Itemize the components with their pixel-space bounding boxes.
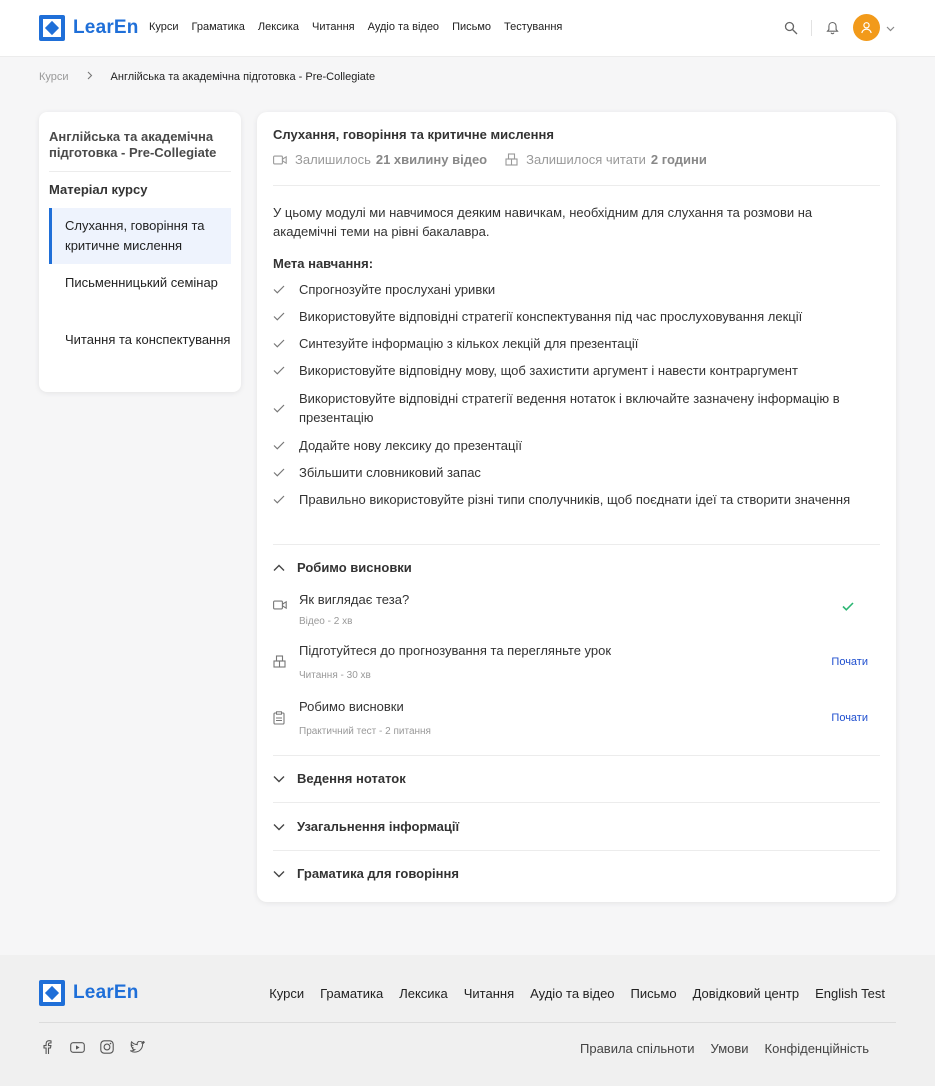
- nav-item-grammar[interactable]: Граматика: [191, 21, 245, 33]
- goal-item: [273, 436, 873, 455]
- logo-mark-icon: [39, 15, 65, 41]
- goal-item: [273, 463, 873, 482]
- footer-link-writing[interactable]: Письмо: [630, 986, 677, 1001]
- goal-item: [273, 361, 873, 380]
- video-icon: [273, 597, 287, 615]
- chevron-up-icon: [273, 564, 297, 572]
- goal-text: Правильно використовуйте різні типи сполучників, щоб поєднати ідеї та створити значення: [299, 492, 851, 507]
- footer-link-privacy[interactable]: Конфіденційність: [764, 1041, 869, 1056]
- search-icon[interactable]: [782, 19, 800, 37]
- goals-heading: Мета навчання:: [273, 256, 374, 271]
- section-title: Ведення нотаток: [297, 771, 406, 786]
- video-icon: [273, 155, 287, 165]
- module-description: У цьому модулі ми навчимося деяким навичкам, необхідним для слухання та розмови на академічні теми на рівні бакалавра.: [273, 205, 813, 239]
- check-icon: [273, 285, 299, 294]
- lesson-subtitle: Практичний тест - 2 питання: [299, 726, 431, 737]
- divider: [273, 755, 880, 756]
- footer: [0, 955, 935, 1086]
- youtube-icon[interactable]: [69, 1039, 85, 1055]
- sidebar-item-writing-seminar[interactable]: Письменницький семінар: [65, 275, 218, 290]
- footer-link-terms[interactable]: Умови: [710, 1041, 749, 1056]
- reading-icon: [505, 153, 518, 166]
- footer-link-grammar[interactable]: Граматика: [320, 986, 384, 1001]
- section-header-note-taking[interactable]: [273, 771, 406, 786]
- sidebar-heading: Матеріал курсу: [49, 182, 148, 197]
- footer-link-courses[interactable]: Курси: [269, 986, 305, 1001]
- divider: [273, 544, 880, 545]
- goal-text: Використовуйте відповідні стратегії ведення нотаток і включайте зазначену інформацію в презентацію: [299, 391, 840, 425]
- goal-item: [273, 334, 873, 353]
- check-icon: [273, 468, 299, 477]
- footer-link-english-test[interactable]: English Test: [815, 986, 885, 1001]
- logo-text: LearEn: [73, 17, 139, 38]
- top-header: [0, 0, 935, 57]
- check-icon: [273, 441, 299, 450]
- footer-link-reading[interactable]: Читання: [463, 986, 515, 1001]
- check-icon: [273, 495, 299, 504]
- goal-text: Синтезуйте інформацію з кількох лекцій для презентації: [299, 336, 639, 351]
- footer-link-help-center[interactable]: Довідковий центр: [692, 986, 800, 1001]
- breadcrumb-courses[interactable]: Курси: [39, 71, 69, 83]
- header-divider: [811, 20, 812, 36]
- reading-icon: [273, 655, 286, 673]
- section-header-grammar-speaking[interactable]: [273, 866, 459, 881]
- section-title: Робимо висновки: [297, 560, 412, 575]
- video-remaining-value: 21 хвилину відео: [375, 152, 488, 167]
- chevron-down-icon: [273, 823, 297, 831]
- reading-remaining-value: 2 години: [650, 152, 707, 167]
- nav-item-vocabulary[interactable]: Лексика: [257, 21, 300, 33]
- goal-item: [273, 307, 873, 326]
- start-button[interactable]: Почати: [831, 712, 868, 724]
- facebook-icon[interactable]: [39, 1039, 55, 1055]
- goal-item: [273, 490, 873, 509]
- divider: [273, 802, 880, 803]
- chevron-down-icon: [273, 870, 297, 878]
- lesson-subtitle: Відео - 2 хв: [299, 616, 353, 627]
- module-title: Слухання, говоріння та критичне мислення: [273, 127, 554, 142]
- sidebar-item-listening[interactable]: Слухання, говоріння та критичне мислення: [49, 208, 231, 264]
- sidebar-course-title: Англійська та академічна підготовка - Pre-Collegiate: [49, 129, 217, 160]
- lesson-row[interactable]: [273, 592, 880, 632]
- footer-logo[interactable]: [39, 980, 139, 1006]
- goal-text: Використовуйте відповідні стратегії конспектування під час прослуховування лекції: [299, 309, 803, 324]
- start-button[interactable]: Почати: [831, 656, 868, 668]
- lesson-title: Підготуйтеся до прогнозування та перегляньте урок: [299, 643, 612, 658]
- lesson-row[interactable]: [273, 699, 880, 743]
- goal-text: Збільшити словниковий запас: [299, 465, 481, 480]
- instagram-icon[interactable]: [99, 1039, 115, 1055]
- twitter-icon[interactable]: [129, 1039, 145, 1055]
- nav-item-writing[interactable]: Письмо: [452, 21, 492, 33]
- footer-nav: [253, 986, 885, 1001]
- sidebar-item-reading-notes[interactable]: Читання та конспектування: [65, 332, 231, 347]
- logo-mark-icon: [39, 980, 65, 1006]
- chevron-down-icon[interactable]: [886, 19, 895, 37]
- logo[interactable]: [39, 15, 139, 41]
- lesson-subtitle: Читання - 30 хв: [299, 670, 371, 681]
- divider: [273, 185, 880, 186]
- nav-item-audio-video[interactable]: Аудіо та відео: [367, 21, 440, 33]
- section-header-summarizing[interactable]: [273, 819, 459, 834]
- nav-item-reading[interactable]: Читання: [312, 21, 355, 33]
- module-card: [257, 112, 896, 902]
- footer-divider: [39, 1022, 896, 1023]
- lesson-row[interactable]: [273, 643, 880, 687]
- breadcrumb: [39, 71, 375, 83]
- section-header-conclusions[interactable]: [273, 560, 412, 575]
- module-meta: [273, 152, 707, 167]
- lesson-title: Як виглядає теза?: [299, 592, 410, 607]
- section-title: Граматика для говоріння: [297, 866, 459, 881]
- video-remaining-label: Залишилось: [295, 152, 371, 167]
- nav-item-courses[interactable]: Курси: [149, 21, 179, 33]
- footer-link-audio-video[interactable]: Аудіо та відео: [530, 986, 615, 1001]
- goal-item: [273, 280, 873, 299]
- section-title: Узагальнення інформації: [297, 819, 460, 834]
- check-icon: [273, 312, 299, 321]
- divider: [273, 850, 880, 851]
- breadcrumb-current: Англійська та академічна підготовка - Pre-Collegiate: [110, 71, 376, 83]
- check-icon: [273, 404, 299, 413]
- goal-item: [273, 389, 873, 427]
- avatar[interactable]: [853, 14, 880, 41]
- main-nav: [149, 21, 575, 33]
- social-links: [39, 1039, 145, 1055]
- course-sidebar: [39, 112, 241, 392]
- lesson-title: Робимо висновки: [299, 699, 404, 714]
- quiz-icon: [273, 711, 285, 730]
- divider: [49, 171, 231, 172]
- footer-logo-text: LearEn: [73, 982, 139, 1003]
- check-icon: [273, 366, 299, 375]
- footer-legal-links: [564, 1041, 869, 1056]
- bell-icon[interactable]: [823, 19, 841, 37]
- chevron-right-icon: [87, 71, 93, 83]
- footer-link-vocabulary[interactable]: Лексика: [399, 986, 448, 1001]
- nav-item-testing[interactable]: Тестування: [504, 21, 563, 33]
- completed-check-icon: [842, 602, 854, 614]
- chevron-down-icon: [273, 775, 297, 783]
- goal-text: Використовуйте відповідну мову, щоб захистити аргумент і навести контраргумент: [299, 363, 798, 378]
- footer-link-community-rules[interactable]: Правила спільноти: [580, 1041, 695, 1056]
- check-icon: [273, 339, 299, 348]
- goal-text: Спрогнозуйте прослухані уривки: [299, 282, 496, 297]
- reading-remaining-label: Залишилося читати: [526, 152, 646, 167]
- goal-text: Додайте нову лексику до презентації: [299, 438, 522, 453]
